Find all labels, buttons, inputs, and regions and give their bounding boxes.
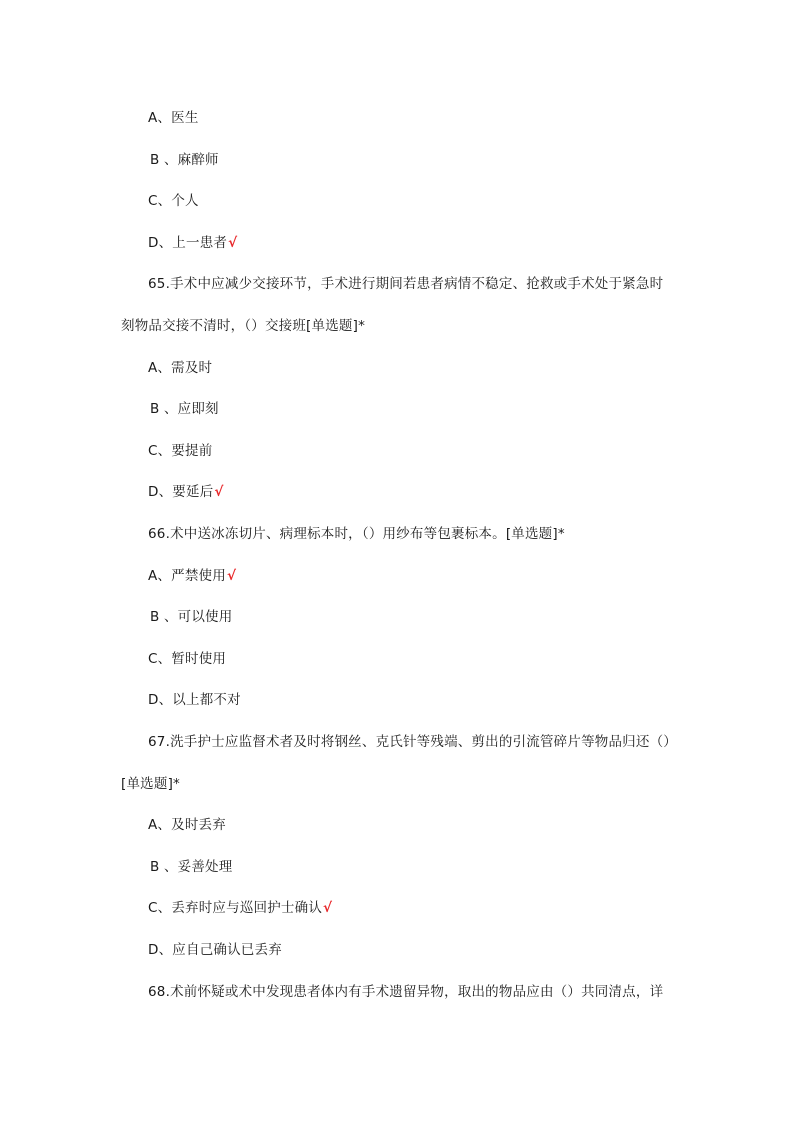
question-67-continued (121, 775, 180, 793)
option-b (150, 400, 219, 418)
question-text: 刻物品交接不清时，（）交接班[单选题]* (121, 318, 366, 334)
option-text: B 、麻醉师 (150, 152, 219, 168)
option-c (148, 899, 332, 917)
option-text: A、需及时 (148, 360, 213, 376)
option-a (148, 109, 199, 127)
question-text: 68.术前怀疑或术中发现患者体内有手术遗留异物，取出的物品应由（）共同清点，详 (148, 984, 664, 1000)
option-text: D、上一患者 (148, 235, 228, 251)
option-text: D、应自己确认已丢弃 (148, 942, 282, 958)
question-65-continued (121, 317, 365, 335)
option-text: D、以上都不对 (148, 692, 241, 708)
question-68 (148, 983, 663, 1001)
option-text: C、丢弃时应与巡回护士确认 (148, 900, 323, 916)
option-d (148, 691, 241, 709)
correct-check-icon: √ (323, 900, 333, 916)
option-d (148, 483, 224, 501)
question-text: 66.术中送冰冻切片、病理标本时，（）用纱布等包裹标本。[单选题]* (148, 526, 565, 542)
option-text: C、要提前 (148, 443, 213, 459)
correct-check-icon: √ (214, 484, 224, 500)
option-text: A、医生 (148, 110, 199, 126)
correct-check-icon: √ (228, 235, 238, 251)
option-b (150, 151, 219, 169)
option-d (148, 234, 237, 252)
correct-check-icon: √ (226, 568, 237, 584)
option-d (148, 941, 282, 959)
question-67 (148, 733, 677, 751)
question-text: 67.洗手护士应监督术者及时将钢丝、克氏针等残端、剪出的引流管碎片等物品归还（） (148, 734, 677, 750)
option-text: A、及时丢弃 (148, 817, 226, 833)
option-text: A、严禁使用 (148, 568, 226, 584)
question-text: 65.手术中应减少交接环节，手术进行期间若患者病情不稳定、抢救或手术处于紧急时 (148, 276, 664, 292)
option-a (148, 816, 226, 834)
option-text: C、个人 (148, 193, 199, 209)
option-text: C、暂时使用 (148, 651, 227, 667)
option-a (148, 567, 236, 585)
option-text: B 、妥善处理 (150, 859, 233, 875)
option-b (150, 608, 232, 626)
option-text: B 、应即刻 (150, 401, 219, 417)
option-b (150, 858, 232, 876)
option-text: D、要延后 (148, 484, 214, 500)
question-65 (148, 275, 663, 293)
option-c (148, 650, 226, 668)
option-c (148, 192, 199, 210)
option-a (148, 359, 212, 377)
option-c (148, 442, 212, 460)
question-text: [单选题]* (121, 776, 180, 792)
option-text: B 、可以使用 (150, 609, 233, 625)
question-66 (148, 525, 565, 543)
